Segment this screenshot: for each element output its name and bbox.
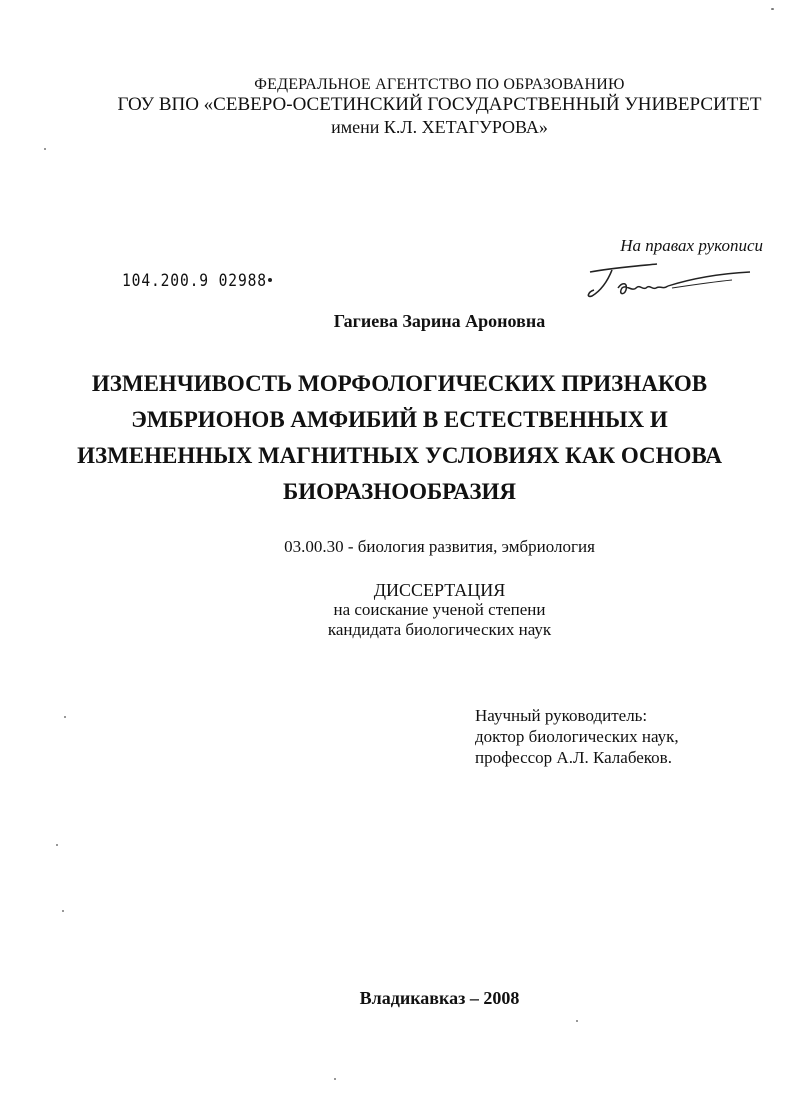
scan-speck	[771, 8, 774, 10]
title-line: БИОРАЗНООБРАЗИЯ	[283, 479, 516, 504]
scan-speck	[44, 148, 46, 150]
archive-number: 104.200.9 02988	[122, 271, 267, 291]
degree-line: на соискание ученой степени	[333, 600, 546, 619]
scan-speck	[576, 1020, 578, 1022]
manuscript-rights-note: На правах рукописи	[620, 236, 763, 255]
supervisor-block	[475, 705, 679, 768]
scan-speck	[268, 278, 272, 282]
supervisor-label: Научный руководитель:	[475, 706, 648, 725]
title-line: ЭМБРИОНОВ АМФИБИЙ В ЕСТЕСТВЕННЫХ И	[131, 407, 668, 432]
place-year: Владикавказ – 2008	[359, 988, 520, 1008]
university-name-line: имени К.Л. ХЕТАГУРОВА»	[331, 117, 548, 137]
supervisor-degree: доктор биологических наук,	[475, 727, 679, 746]
specialty: 03.00.30 - биология развития, эмбриология	[284, 537, 595, 556]
degree-line: кандидата биологических наук	[327, 620, 552, 639]
author-name: Гагиева Зарина Ароновна	[333, 311, 546, 331]
scan-speck	[64, 716, 66, 718]
scan-speck	[62, 910, 64, 912]
university-line: ГОУ ВПО «СЕВЕРО-ОСЕТИНСКИЙ ГОСУДАРСТВЕННЫЙ УНИВЕРСИТЕТ	[117, 94, 762, 115]
agency-name: ФЕДЕРАЛЬНОЕ АГЕНТСТВО ПО ОБРАЗОВАНИЮ	[254, 76, 625, 93]
signature-image	[582, 258, 752, 308]
dissertation-degree	[40, 600, 799, 640]
title-line: ИЗМЕНЧИВОСТЬ МОРФОЛОГИЧЕСКИХ ПРИЗНАКОВ	[91, 371, 708, 396]
supervisor-name: профессор А.Л. Калабеков.	[475, 748, 672, 767]
dissertation-title	[0, 366, 799, 510]
scan-speck	[56, 844, 58, 846]
dissertation-heading: ДИССЕРТАЦИЯ	[373, 580, 506, 600]
title-line: ИЗМЕНЕННЫХ МАГНИТНЫХ УСЛОВИЯХ КАК ОСНОВА	[77, 443, 722, 468]
scan-speck	[334, 1078, 336, 1080]
